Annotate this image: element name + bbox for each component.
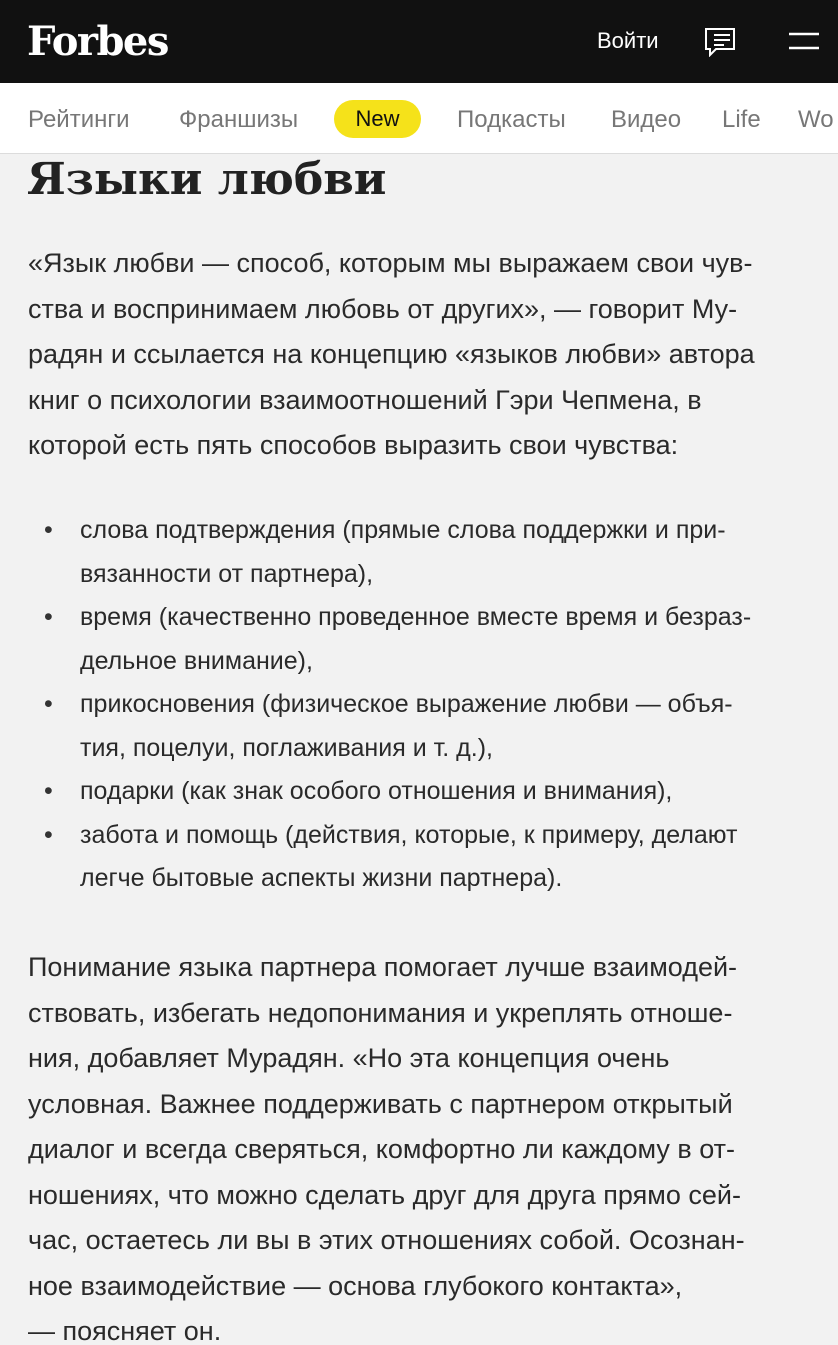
list-item (0, 596, 838, 683)
love-languages-list (0, 509, 838, 901)
nav-item-wo[interactable]: Wo (798, 106, 834, 133)
body-paragraph (28, 945, 745, 1345)
paragraph-line: ношениях, что можно сделать друг для друга прямо сей- (28, 1179, 741, 1210)
bullet-icon: • (44, 820, 53, 849)
reader-icon[interactable] (704, 27, 736, 57)
paragraph-line: ное взаимодействие — основа глубокого контакта», (28, 1270, 683, 1301)
paragraph-line: «Язык любви — способ, которым мы выражаем свои чув- (28, 248, 753, 278)
paragraph-line: радян и ссылается на концепцию «языков любви» автора (28, 339, 755, 369)
bullet-icon: • (44, 777, 53, 805)
nav-item-new[interactable]: New (334, 100, 421, 138)
paragraph-line: условная. Важнее поддерживать с партнером открытый (28, 1088, 733, 1119)
list-item-line: легче бытовые аспекты жизни партнера). (80, 864, 563, 892)
paragraph-line: Понимание языка партнера помогает лучше взаимодей- (28, 952, 738, 982)
nav-item-life[interactable]: Life (722, 106, 761, 133)
list-item (0, 770, 838, 814)
section-nav (0, 83, 838, 154)
list-item-line: подарки (как знак особого отношения и внимания), (80, 777, 673, 805)
nav-item-ratings[interactable]: Рейтинги (28, 106, 130, 133)
paragraph-line: ства и воспринимаем любовь от других», — говорит Му- (28, 293, 738, 324)
top-bar (0, 0, 838, 83)
list-item-line: вязанности от партнера), (80, 559, 374, 588)
list-item-line: время (качественно проведенное вместе время и безраз- (80, 603, 752, 631)
paragraph-line: книг о психологии взаимоотношений Гэри Чепмена, в (28, 384, 702, 415)
intro-paragraph (28, 241, 755, 469)
bullet-icon: • (44, 516, 53, 544)
list-item-line: забота и помощь (действия, которые, к примеру, делают (80, 820, 738, 849)
list-item-line: дельное внимание), (80, 646, 313, 675)
bullet-icon: • (44, 603, 53, 631)
bullet-icon: • (44, 690, 53, 718)
paragraph-line: ствовать, избегать недопонимания и укреплять отноше- (28, 997, 733, 1028)
nav-item-video[interactable]: Видео (611, 106, 682, 133)
list-item (0, 509, 838, 596)
forbes-logo[interactable]: Forbes (27, 18, 168, 65)
paragraph-line: ния, добавляет Мурадян. «Но эта концепция очень (28, 1043, 670, 1073)
paragraph-line: диалог и всегда сверяться, комфортно ли каждому в от- (28, 1134, 735, 1164)
nav-item-podcasts[interactable]: Подкасты (457, 106, 566, 133)
nav-item-franchises[interactable]: Франшизы (179, 106, 299, 133)
paragraph-line: — поясняет он. (28, 1316, 222, 1345)
menu-icon[interactable] (789, 31, 819, 51)
paragraph-line: час, остаетесь ли вы в этих отношениях собой. Осознан- (28, 1225, 745, 1255)
list-item (0, 814, 838, 901)
list-item-line: тия, поцелуи, поглаживания и т. д.), (80, 733, 493, 762)
list-item (0, 683, 838, 770)
list-item-line: слова подтверждения (прямые слова поддержки и при- (80, 516, 726, 544)
login-button[interactable]: Войти (597, 28, 659, 53)
list-item-line: прикосновения (физическое выражение любви — объя- (80, 690, 733, 718)
section-heading: Языки любви (27, 154, 387, 205)
paragraph-line: которой есть пять способов выразить свои чувства: (28, 430, 679, 460)
